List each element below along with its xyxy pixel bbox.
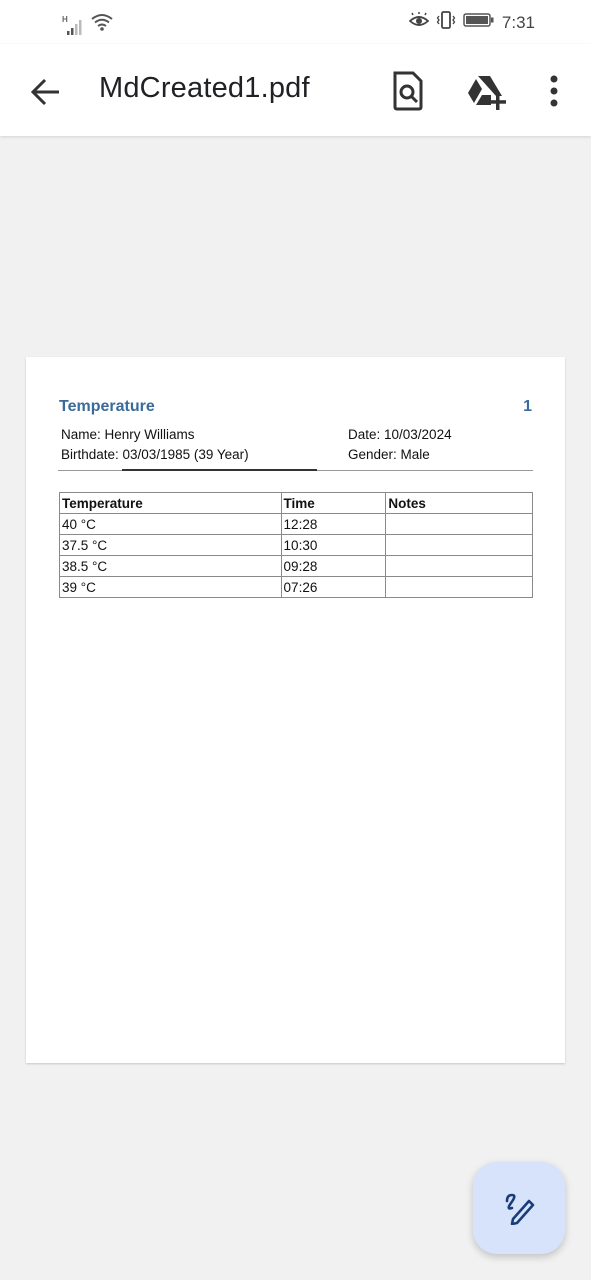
pdf-page[interactable] [26,357,565,1063]
clock-time: 7:31 [501,12,535,32]
notes-cell [386,556,533,577]
edit-annotate-icon [502,1191,536,1225]
vibrate-icon [436,11,456,34]
report-date: Date: 10/03/2024 [348,427,452,442]
table-row [60,556,533,577]
patient-birthdate: Birthdate: 03/03/1985 (39 Year) [61,447,249,462]
notes-cell [386,514,533,535]
patient-name: Name: Henry Williams [61,427,195,442]
notes-cell [386,577,533,598]
wifi-icon [90,12,114,37]
column-header: Time [281,493,386,514]
annotate-fab-button[interactable] [473,1162,565,1254]
time-cell: 12:28 [281,514,386,535]
table-row [60,514,533,535]
back-button[interactable] [28,74,64,110]
column-header: Notes [386,493,533,514]
eye-comfort-icon [409,12,429,33]
signal-icon [62,17,84,37]
table-row [60,577,533,598]
table-row [60,535,533,556]
time-cell: 07:26 [281,577,386,598]
status-right-icons [409,11,535,34]
temperature-cell: 39 °C [60,577,282,598]
app-bar [0,44,591,136]
report-heading: Temperature [59,398,155,415]
document-title: MdCreated1.pdf [99,72,310,104]
drive-add-icon [465,72,507,112]
temperature-cell: 38.5 °C [60,556,282,577]
battery-icon [463,12,495,33]
more-options-button[interactable] [544,72,564,112]
notes-cell [386,535,533,556]
temperature-cell: 40 °C [60,514,282,535]
add-to-drive-button[interactable] [465,72,507,112]
status-left-icons [62,12,114,37]
temperature-table [59,492,533,598]
table-header-row [60,493,533,514]
column-header: Temperature [60,493,282,514]
document-search-icon [388,70,428,112]
find-in-document-button[interactable] [388,70,428,112]
temperature-cell: 37.5 °C [60,535,282,556]
time-cell: 09:28 [281,556,386,577]
network-type-label: H [62,15,68,24]
patient-gender: Gender: Male [348,447,430,462]
page-number: 1 [523,398,532,415]
header-divider-accent [122,469,317,471]
status-bar [0,0,591,44]
back-arrow-icon [28,74,64,110]
more-vert-icon [544,72,564,112]
time-cell: 10:30 [281,535,386,556]
